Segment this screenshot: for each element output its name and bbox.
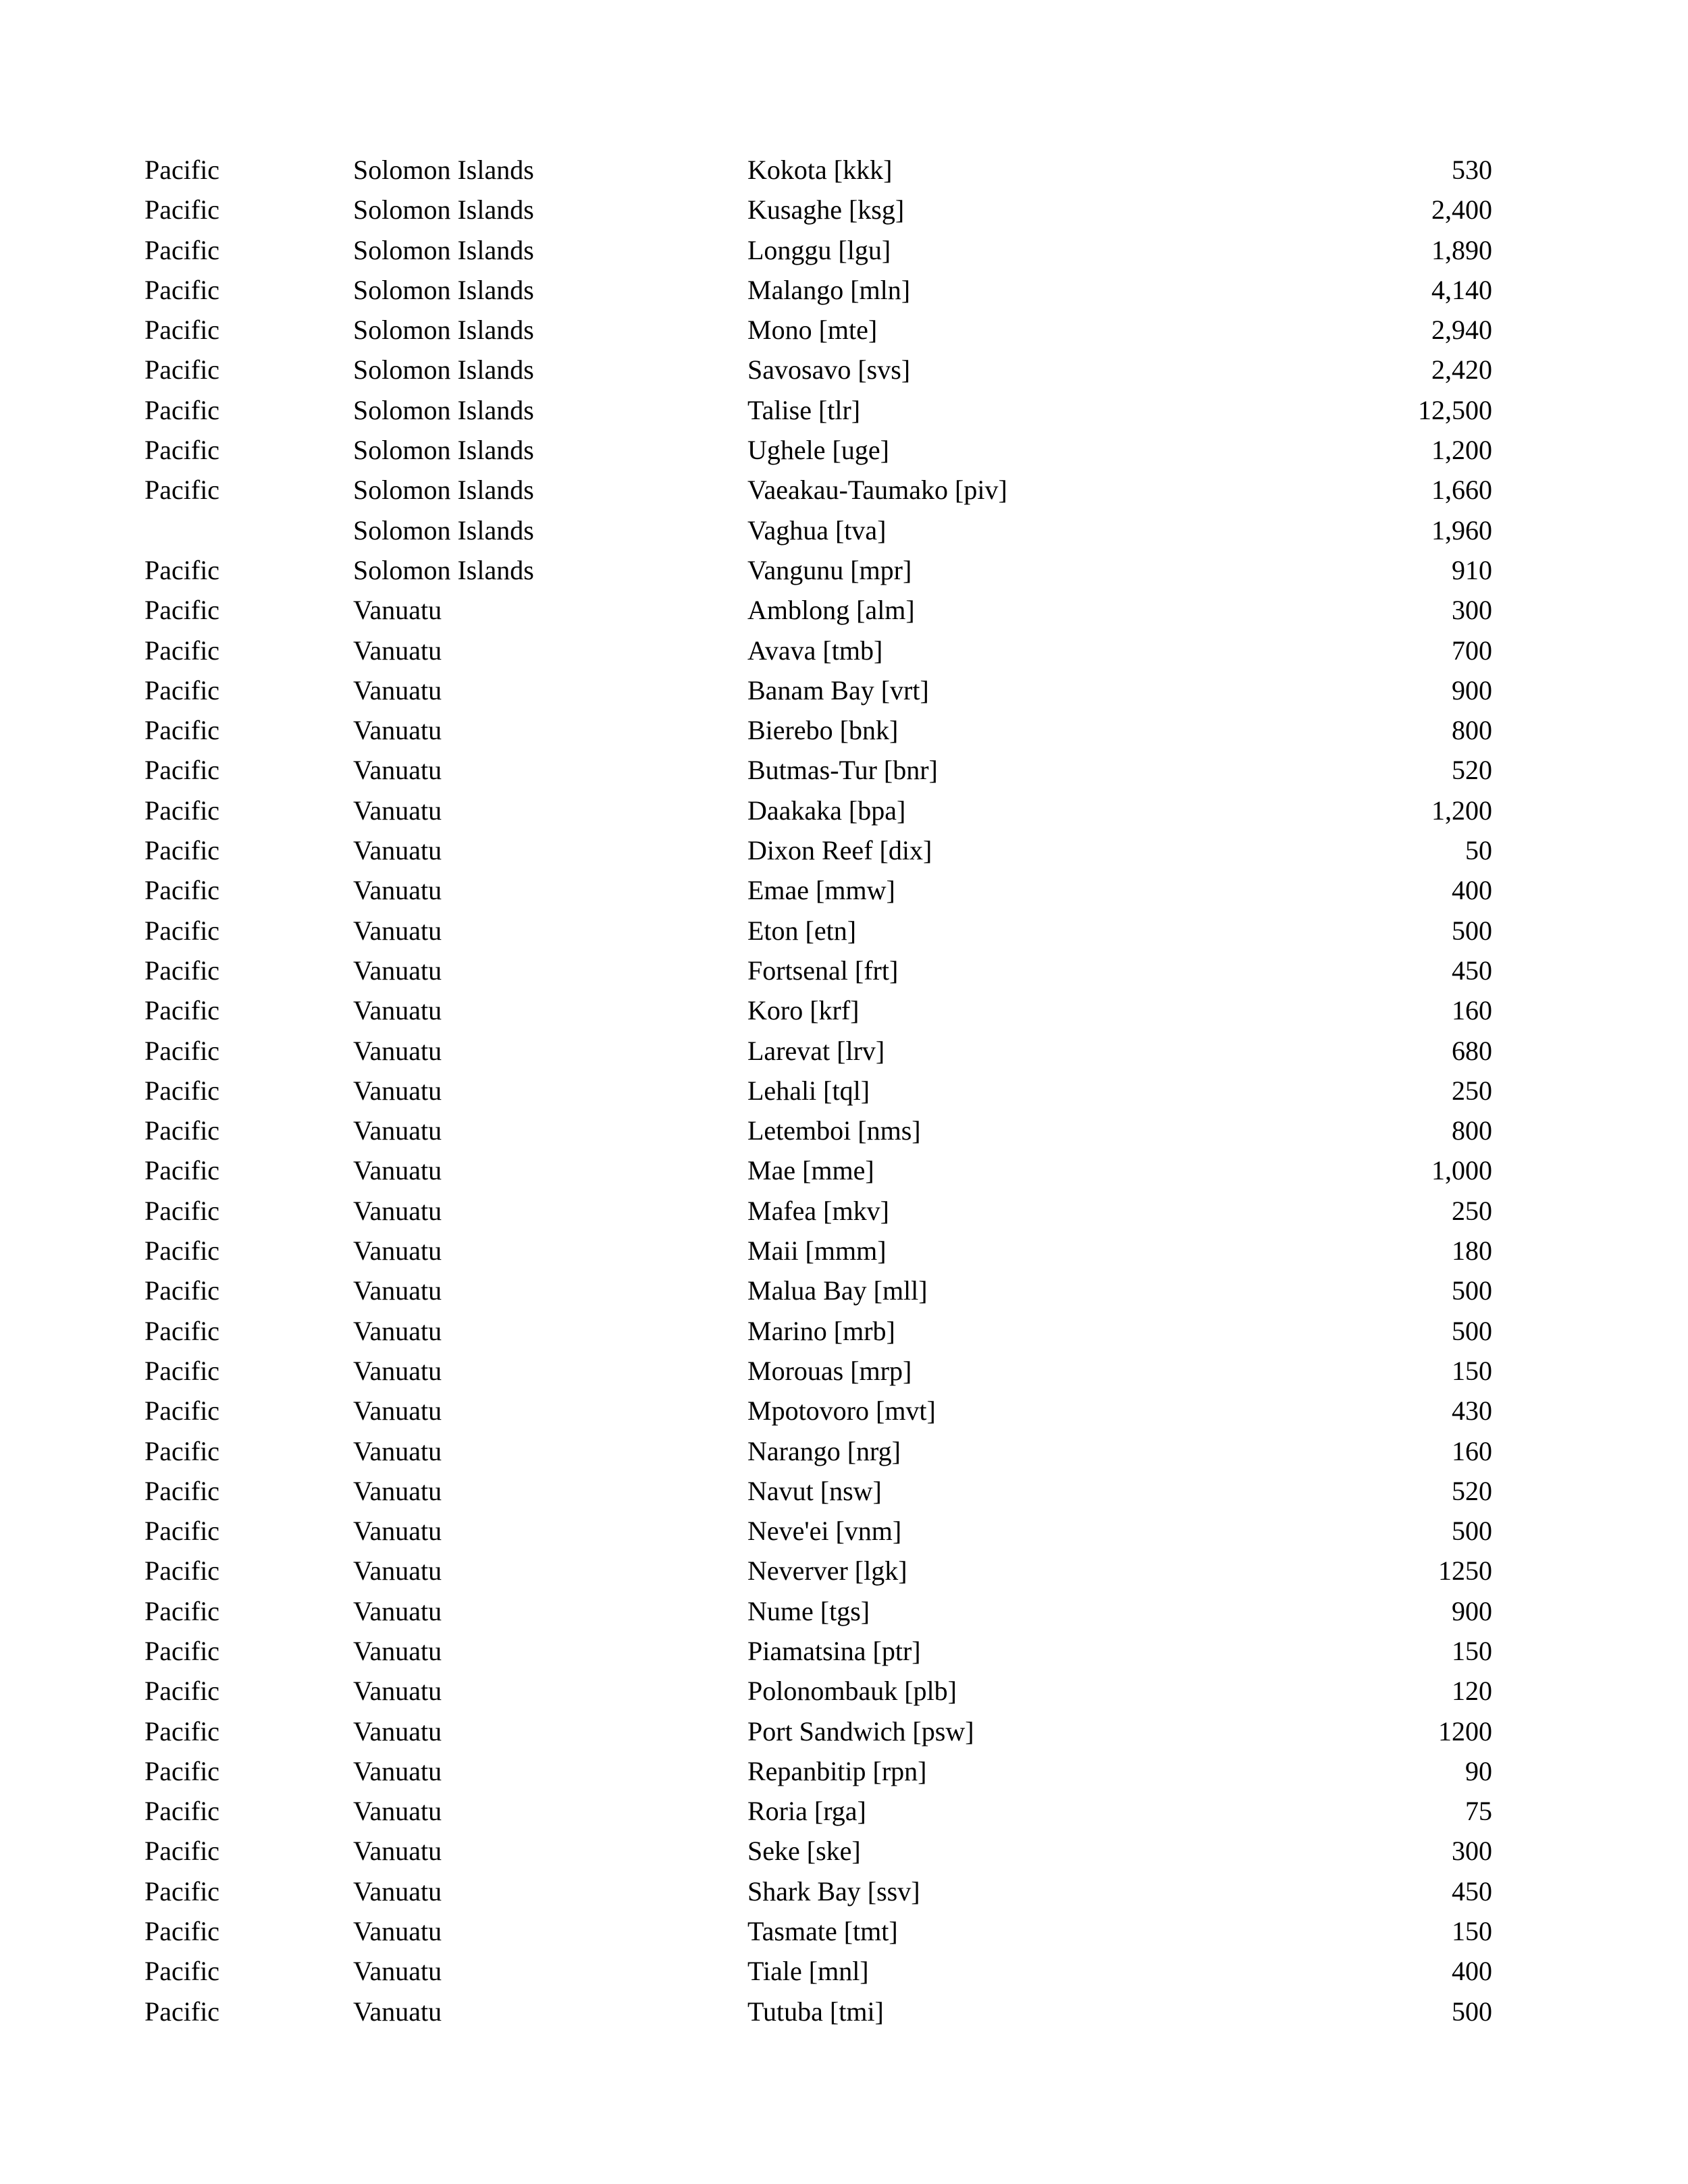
speakers-cell: 500: [1452, 1315, 1492, 1346]
country-cell: Solomon Islands: [353, 155, 534, 185]
language-cell: Fortsenal [frt]: [747, 955, 899, 986]
table-row: [144, 1471, 1492, 1511]
speakers-cell: 50: [1465, 835, 1492, 866]
region-cell: Pacific: [144, 155, 220, 185]
table-row: [144, 430, 1492, 470]
speakers-cell: 1,890: [1431, 234, 1492, 265]
language-table: [144, 150, 1492, 2031]
language-cell: Mpotovoro [mvt]: [747, 1395, 936, 1427]
region-cell: Pacific: [144, 1875, 220, 1907]
table-row: [144, 750, 1492, 790]
region-cell: Pacific: [144, 274, 220, 305]
speakers-cell: 530: [1452, 155, 1492, 185]
country-cell: Vanuatu: [353, 1996, 442, 2027]
region-cell: Pacific: [144, 1755, 220, 1786]
region-cell: Pacific: [144, 234, 220, 265]
speakers-cell: 300: [1452, 1836, 1492, 1867]
region-cell: Pacific: [144, 1035, 220, 1066]
language-cell: Kokota [kkk]: [747, 155, 893, 185]
table-row: [144, 1551, 1492, 1591]
country-cell: Vanuatu: [353, 1355, 442, 1386]
country-cell: Vanuatu: [353, 1035, 442, 1066]
country-cell: Vanuatu: [353, 1235, 442, 1267]
region-cell: Pacific: [144, 875, 220, 906]
country-cell: Solomon Islands: [353, 475, 534, 506]
country-cell: Vanuatu: [353, 1475, 442, 1506]
country-cell: Vanuatu: [353, 1155, 442, 1186]
language-cell: Eton [etn]: [747, 915, 857, 946]
table-row: [144, 510, 1492, 550]
table-row: [144, 1911, 1492, 1951]
speakers-cell: 500: [1452, 1275, 1492, 1306]
country-cell: Solomon Islands: [353, 435, 534, 466]
region-cell: Pacific: [144, 955, 220, 986]
region-cell: Pacific: [144, 915, 220, 946]
country-cell: Solomon Islands: [353, 234, 534, 265]
region-cell: Pacific: [144, 715, 220, 746]
speakers-cell: 500: [1452, 1996, 1492, 2027]
speakers-cell: 450: [1452, 1875, 1492, 1907]
speakers-cell: 180: [1452, 1235, 1492, 1267]
region-cell: Pacific: [144, 194, 220, 225]
language-cell: Marino [mrb]: [747, 1315, 895, 1346]
country-cell: Solomon Islands: [353, 554, 534, 585]
language-cell: Savosavo [svs]: [747, 354, 911, 385]
country-cell: Vanuatu: [353, 1315, 442, 1346]
table-row: [144, 1951, 1492, 1991]
speakers-cell: 500: [1452, 1516, 1492, 1547]
language-cell: Vaghua [tva]: [747, 514, 887, 545]
table-row: [144, 911, 1492, 951]
country-cell: Solomon Islands: [353, 354, 534, 385]
country-cell: Vanuatu: [353, 1555, 442, 1587]
region-cell: Pacific: [144, 1516, 220, 1547]
language-cell: Vangunu [mpr]: [747, 554, 912, 585]
speakers-cell: 800: [1452, 715, 1492, 746]
speakers-cell: 90: [1465, 1755, 1492, 1786]
country-cell: Solomon Islands: [353, 514, 534, 545]
speakers-cell: 1,960: [1431, 514, 1492, 545]
language-cell: Avava [tmb]: [747, 635, 883, 666]
speakers-cell: 910: [1452, 554, 1492, 585]
region-cell: Pacific: [144, 1996, 220, 2027]
table-row: [144, 1191, 1492, 1231]
language-cell: Mae [mme]: [747, 1155, 874, 1186]
language-cell: Tiale [mnl]: [747, 1956, 869, 1987]
region-cell: Pacific: [144, 1075, 220, 1106]
table-row: [144, 951, 1492, 990]
language-cell: Neve'ei [vnm]: [747, 1516, 902, 1547]
table-row: [144, 1351, 1492, 1391]
speakers-cell: 160: [1452, 995, 1492, 1026]
region-cell: Pacific: [144, 1435, 220, 1466]
country-cell: Vanuatu: [353, 1635, 442, 1666]
table-row: [144, 791, 1492, 830]
language-cell: Amblong [alm]: [747, 595, 915, 626]
country-cell: Vanuatu: [353, 835, 442, 866]
region-cell: Pacific: [144, 1715, 220, 1747]
region-cell: Pacific: [144, 835, 220, 866]
region-cell: Pacific: [144, 1315, 220, 1346]
table-row: [144, 1271, 1492, 1310]
country-cell: Vanuatu: [353, 1796, 442, 1827]
country-cell: Solomon Islands: [353, 394, 534, 425]
language-cell: Mono [mte]: [747, 315, 878, 346]
table-row: [144, 270, 1492, 310]
language-cell: Tutuba [tmi]: [747, 1996, 884, 2027]
table-row: [144, 990, 1492, 1030]
language-cell: Emae [mmw]: [747, 875, 895, 906]
table-row: [144, 550, 1492, 590]
country-cell: Vanuatu: [353, 875, 442, 906]
speakers-cell: 680: [1452, 1035, 1492, 1066]
country-cell: Vanuatu: [353, 1715, 442, 1747]
language-cell: Shark Bay [ssv]: [747, 1875, 920, 1907]
table-row: [144, 1031, 1492, 1071]
table-row: [144, 1992, 1492, 2031]
table-row: [144, 1311, 1492, 1351]
language-cell: Vaeakau-Taumako [piv]: [747, 475, 1007, 506]
speakers-cell: 2,420: [1431, 354, 1492, 385]
speakers-cell: 400: [1452, 1956, 1492, 1987]
region-cell: Pacific: [144, 1796, 220, 1827]
table-row: [144, 1431, 1492, 1471]
region-cell: Pacific: [144, 1475, 220, 1506]
speakers-cell: 700: [1452, 635, 1492, 666]
language-cell: Narango [nrg]: [747, 1435, 901, 1466]
region-cell: Pacific: [144, 595, 220, 626]
table-row: [144, 1751, 1492, 1791]
table-row: [144, 1591, 1492, 1631]
language-cell: Polonombauk [plb]: [747, 1676, 957, 1707]
region-cell: Pacific: [144, 435, 220, 466]
table-row: [144, 1631, 1492, 1671]
region-cell: Pacific: [144, 1355, 220, 1386]
speakers-cell: 120: [1452, 1676, 1492, 1707]
region-cell: Pacific: [144, 1555, 220, 1587]
language-cell: Koro [krf]: [747, 995, 860, 1026]
table-row: [144, 230, 1492, 270]
country-cell: Vanuatu: [353, 1075, 442, 1106]
language-cell: Roria [rga]: [747, 1796, 866, 1827]
table-row: [144, 150, 1492, 190]
region-cell: Pacific: [144, 554, 220, 585]
country-cell: Vanuatu: [353, 1395, 442, 1427]
region-cell: Pacific: [144, 755, 220, 786]
speakers-cell: 300: [1452, 595, 1492, 626]
speakers-cell: 75: [1465, 1796, 1492, 1827]
region-cell: Pacific: [144, 674, 220, 705]
table-row: [144, 1071, 1492, 1111]
table-row: [144, 1711, 1492, 1751]
language-cell: Navut [nsw]: [747, 1475, 882, 1506]
language-cell: Dixon Reef [dix]: [747, 835, 932, 866]
region-cell: Pacific: [144, 995, 220, 1026]
region-cell: Pacific: [144, 1155, 220, 1186]
country-cell: Vanuatu: [353, 1435, 442, 1466]
speakers-cell: 400: [1452, 875, 1492, 906]
language-cell: Letemboi [nms]: [747, 1115, 921, 1146]
table-row: [144, 1511, 1492, 1551]
country-cell: Solomon Islands: [353, 194, 534, 225]
language-cell: Longgu [lgu]: [747, 234, 891, 265]
country-cell: Vanuatu: [353, 1115, 442, 1146]
speakers-cell: 4,140: [1431, 274, 1492, 305]
table-row: [144, 1791, 1492, 1831]
country-cell: Vanuatu: [353, 715, 442, 746]
country-cell: Vanuatu: [353, 1275, 442, 1306]
country-cell: Vanuatu: [353, 1875, 442, 1907]
speakers-cell: 520: [1452, 1475, 1492, 1506]
region-cell: Pacific: [144, 394, 220, 425]
language-cell: Banam Bay [vrt]: [747, 674, 929, 705]
speakers-cell: 2,400: [1431, 194, 1492, 225]
country-cell: Vanuatu: [353, 1195, 442, 1226]
country-cell: Vanuatu: [353, 674, 442, 705]
region-cell: Pacific: [144, 1195, 220, 1226]
language-cell: Tasmate [tmt]: [747, 1916, 898, 1947]
speakers-cell: 900: [1452, 674, 1492, 705]
region-cell: Pacific: [144, 1635, 220, 1666]
speakers-cell: 1,660: [1431, 475, 1492, 506]
speakers-cell: 160: [1452, 1435, 1492, 1466]
language-cell: Kusaghe [ksg]: [747, 194, 905, 225]
country-cell: Vanuatu: [353, 595, 442, 626]
region-cell: Pacific: [144, 1595, 220, 1626]
table-row: [144, 631, 1492, 670]
language-cell: Nume [tgs]: [747, 1595, 870, 1626]
speakers-cell: 430: [1452, 1395, 1492, 1427]
table-row: [144, 310, 1492, 350]
speakers-cell: 450: [1452, 955, 1492, 986]
table-row: [144, 390, 1492, 430]
country-cell: Solomon Islands: [353, 274, 534, 305]
table-row: [144, 1111, 1492, 1150]
table-row: [144, 190, 1492, 230]
country-cell: Vanuatu: [353, 955, 442, 986]
region-cell: Pacific: [144, 1676, 220, 1707]
speakers-cell: 2,940: [1431, 315, 1492, 346]
region-cell: Pacific: [144, 1395, 220, 1427]
table-row: [144, 1871, 1492, 1911]
speakers-cell: 12,500: [1418, 394, 1492, 425]
speakers-cell: 1,200: [1431, 435, 1492, 466]
language-cell: Seke [ske]: [747, 1836, 861, 1867]
speakers-cell: 1,000: [1431, 1155, 1492, 1186]
region-cell: Pacific: [144, 475, 220, 506]
speakers-cell: 150: [1452, 1916, 1492, 1947]
country-cell: Vanuatu: [353, 1755, 442, 1786]
speakers-cell: 1250: [1438, 1555, 1492, 1587]
speakers-cell: 900: [1452, 1595, 1492, 1626]
language-cell: Malango [mln]: [747, 274, 911, 305]
country-cell: Vanuatu: [353, 1595, 442, 1626]
country-cell: Vanuatu: [353, 995, 442, 1026]
country-cell: Vanuatu: [353, 1676, 442, 1707]
region-cell: Pacific: [144, 1275, 220, 1306]
language-cell: Talise [tlr]: [747, 394, 861, 425]
language-cell: Butmas-Tur [bnr]: [747, 755, 938, 786]
region-cell: Pacific: [144, 635, 220, 666]
country-cell: Vanuatu: [353, 1516, 442, 1547]
language-cell: Daakaka [bpa]: [747, 795, 906, 826]
speakers-cell: 1200: [1438, 1715, 1492, 1747]
country-cell: Vanuatu: [353, 915, 442, 946]
language-cell: Larevat [lrv]: [747, 1035, 885, 1066]
speakers-cell: 500: [1452, 915, 1492, 946]
country-cell: Vanuatu: [353, 755, 442, 786]
country-cell: Vanuatu: [353, 795, 442, 826]
language-cell: Ughele [uge]: [747, 435, 889, 466]
region-cell: Pacific: [144, 1836, 220, 1867]
language-cell: Mafea [mkv]: [747, 1195, 889, 1226]
language-cell: Lehali [tql]: [747, 1075, 870, 1106]
region-cell: Pacific: [144, 354, 220, 385]
country-cell: Vanuatu: [353, 635, 442, 666]
table-row: [144, 1150, 1492, 1190]
table-row: [144, 470, 1492, 510]
speakers-cell: 520: [1452, 755, 1492, 786]
table-row: [144, 830, 1492, 870]
table-row: [144, 1391, 1492, 1431]
country-cell: Solomon Islands: [353, 315, 534, 346]
region-cell: Pacific: [144, 1916, 220, 1947]
language-cell: Repanbitip [rpn]: [747, 1755, 927, 1786]
region-cell: Pacific: [144, 795, 220, 826]
table-row: [144, 590, 1492, 630]
speakers-cell: 800: [1452, 1115, 1492, 1146]
table-row: [144, 1831, 1492, 1871]
table-row: [144, 710, 1492, 750]
speakers-cell: 250: [1452, 1075, 1492, 1106]
language-cell: Malua Bay [mll]: [747, 1275, 928, 1306]
region-cell: Pacific: [144, 1115, 220, 1146]
country-cell: Vanuatu: [353, 1956, 442, 1987]
language-cell: Port Sandwich [psw]: [747, 1715, 974, 1747]
language-cell: Bierebo [bnk]: [747, 715, 899, 746]
table-row: [144, 670, 1492, 710]
language-cell: Morouas [mrp]: [747, 1355, 912, 1386]
language-cell: Piamatsina [ptr]: [747, 1635, 921, 1666]
speakers-cell: 1,200: [1431, 795, 1492, 826]
table-row: [144, 1671, 1492, 1711]
region-cell: Pacific: [144, 315, 220, 346]
table-row: [144, 1231, 1492, 1271]
language-cell: Maii [mmm]: [747, 1235, 887, 1267]
speakers-cell: 150: [1452, 1355, 1492, 1386]
country-cell: Vanuatu: [353, 1836, 442, 1867]
table-row: [144, 350, 1492, 390]
language-cell: Neverver [lgk]: [747, 1555, 907, 1587]
region-cell: Pacific: [144, 1956, 220, 1987]
region-cell: Pacific: [144, 1235, 220, 1267]
speakers-cell: 150: [1452, 1635, 1492, 1666]
country-cell: Vanuatu: [353, 1916, 442, 1947]
table-row: [144, 870, 1492, 910]
speakers-cell: 250: [1452, 1195, 1492, 1226]
